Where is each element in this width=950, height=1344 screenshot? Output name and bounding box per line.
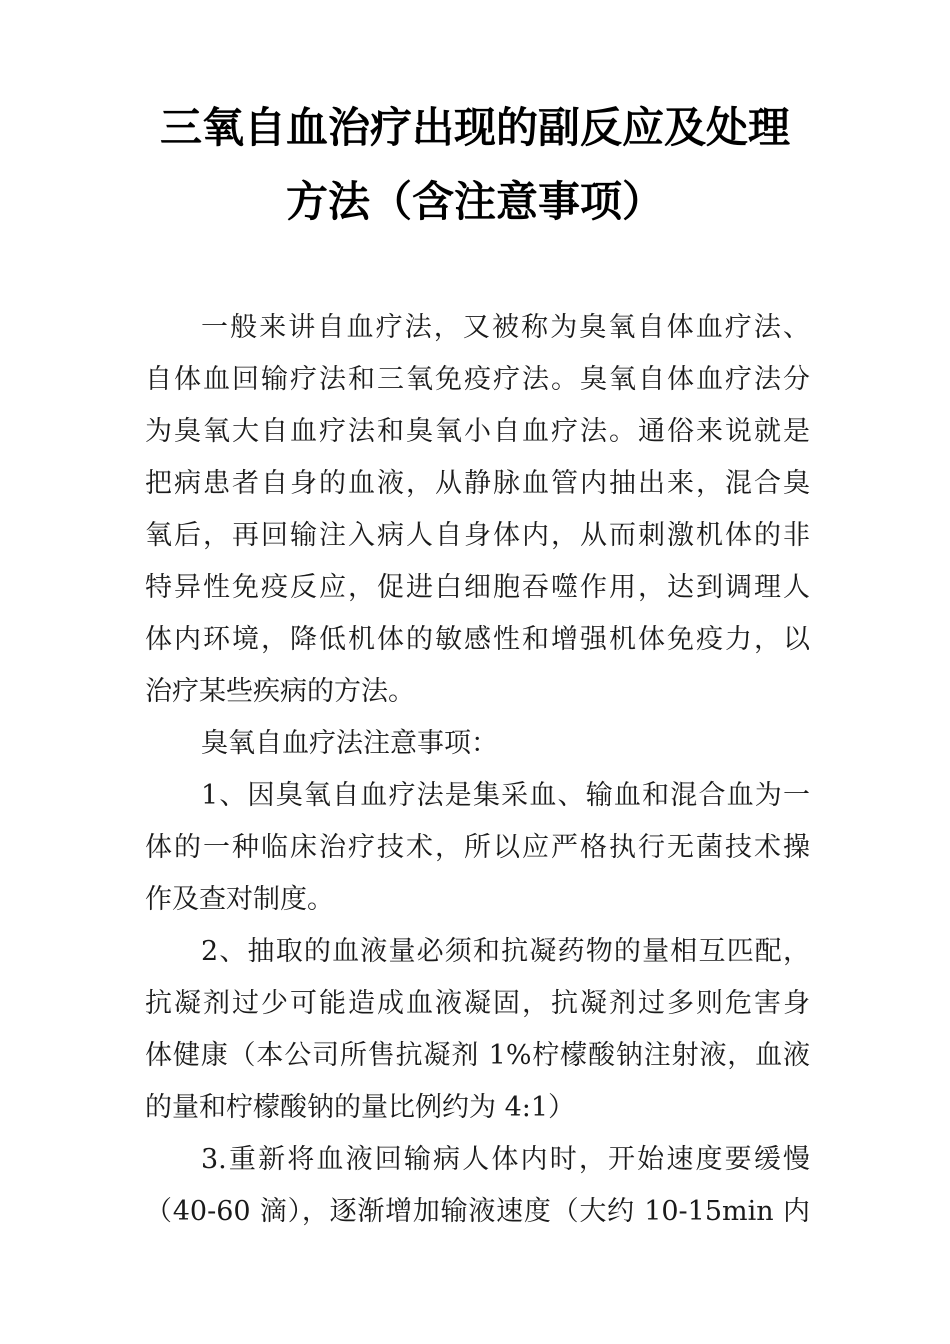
paragraph-line: 体内环境，降低机体的敏感性和增强机体免疫力，以 [145,624,810,655]
list-item-line: 2、抽取的血液量必须和抗凝药物的量相互匹配， [201,936,810,967]
paragraph-line: 治疗某些疾病的方法。 [145,676,415,707]
document-title-line-2: 方法（含注意事项） [285,177,664,226]
list-item-line: 体健康（本公司所售抗凝剂 1%柠檬酸钠注射液，血液 [145,1040,810,1071]
section-heading: 臭氧自血疗法注意事项： [201,728,498,759]
list-item-line: 3.重新将血液回输病人体内时，开始速度要缓慢 [201,1144,810,1175]
list-item-line: 1、因臭氧自血疗法是集采血、输血和混合血为一 [201,780,810,811]
paragraph-line: 自体血回输疗法和三氧免疫疗法。臭氧自体血疗法分 [145,364,810,395]
document-title-line-1: 三氧自血治疗出现的副反应及处理 [159,103,790,152]
paragraph-line: 一般来讲自血疗法，又被称为臭氧自体血疗法、 [201,312,810,343]
list-item-line: （40-60 滴），逐渐增加输液速度（大约 10-15min 内 [145,1196,810,1227]
list-item-line: 作及查对制度。 [145,884,334,915]
list-item-line: 抗凝剂过少可能造成血液凝固，抗凝剂过多则危害身 [145,988,810,1019]
paragraph-line: 把病患者自身的血液，从静脉血管内抽出来，混合臭 [145,468,810,499]
list-item-line: 体的一种临床治疗技术，所以应严格执行无菌技术操 [145,832,810,863]
paragraph-line: 特异性免疫反应，促进白细胞吞噬作用，达到调理人 [145,572,810,603]
paragraph-line: 氧后，再回输注入病人自身体内，从而刺激机体的非 [145,520,810,551]
list-item-line: 的量和柠檬酸钠的量比例约为 4:1） [145,1092,576,1123]
paragraph-line: 为臭氧大自血疗法和臭氧小自血疗法。通俗来说就是 [145,416,810,447]
